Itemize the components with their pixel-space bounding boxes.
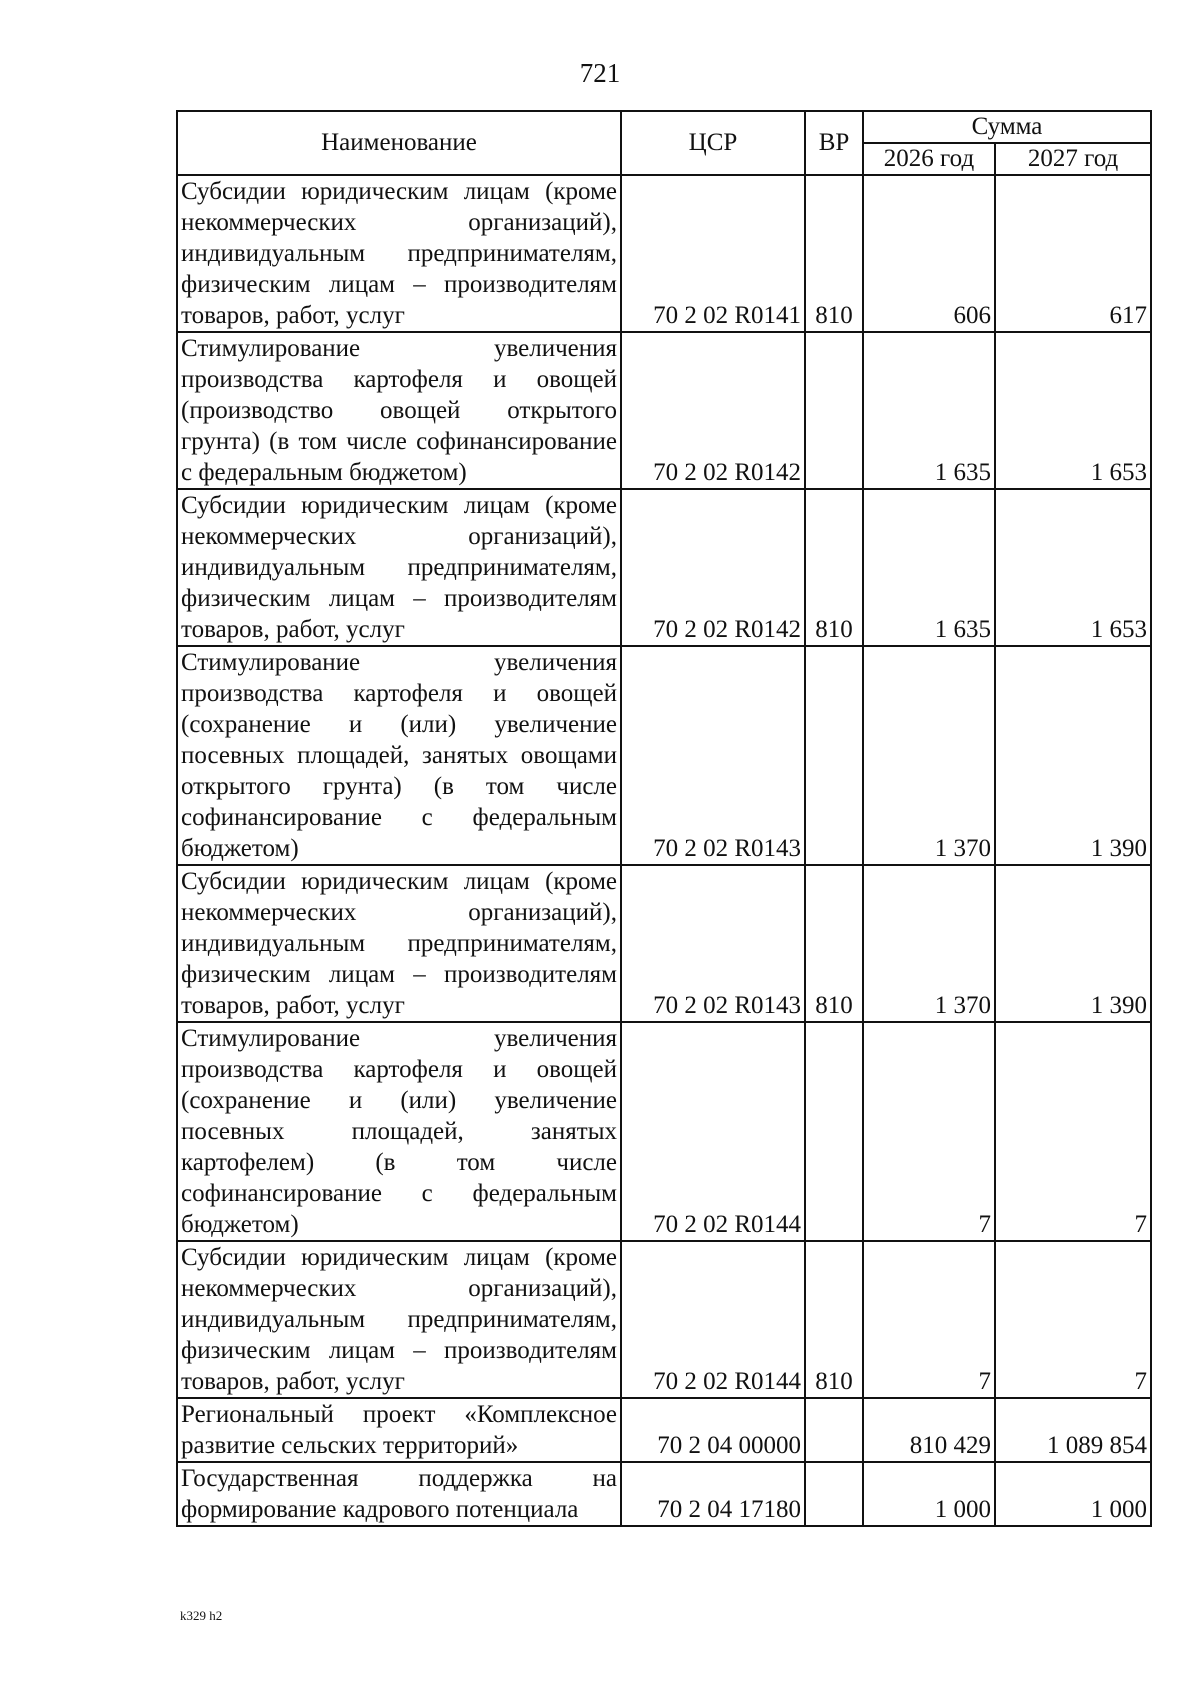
row-sum-2026: 1 370 [863,865,995,1022]
table-row [177,489,1151,646]
row-sum-2027: 1 000 [995,1462,1151,1526]
table-row [177,1022,1151,1241]
row-vr [805,1398,863,1462]
row-csr: 70 2 02 R0142 [621,332,805,489]
header-sum: Сумма [863,111,1151,143]
budget-table [176,110,1152,1527]
table-row [177,332,1151,489]
row-csr: 70 2 02 R0143 [621,865,805,1022]
row-csr: 70 2 02 R0142 [621,489,805,646]
row-name: Субсидии юридическим лицам (кроме некоммерческих организаций), индивидуальным предпринимателям, физическим лицам – производителям товаров, работ, услуг [177,489,621,646]
header-year-2026: 2026 год [863,143,995,175]
row-name: Государственная поддержка на формирование кадрового потенциала [177,1462,621,1526]
row-sum-2027: 1 653 [995,332,1151,489]
row-csr: 70 2 04 00000 [621,1398,805,1462]
row-sum-2027: 1 653 [995,489,1151,646]
row-sum-2026: 1 635 [863,332,995,489]
row-vr [805,646,863,865]
header-year-2027: 2027 год [995,143,1151,175]
row-vr: 810 [805,1241,863,1398]
row-name: Стимулирование увеличения производства картофеля и овощей (сохранение и (или) увеличение посевных площадей, занятых картофелем) (в том числе софинансирование с федеральным бюджетом) [177,1022,621,1241]
row-name: Стимулирование увеличения производства картофеля и овощей (производство овощей открытого грунта) (в том числе софинансирование с федеральным бюджетом) [177,332,621,489]
header-csr: ЦСР [621,111,805,175]
row-vr [805,332,863,489]
row-csr: 70 2 02 R0144 [621,1241,805,1398]
table-row [177,865,1151,1022]
row-csr: 70 2 04 17180 [621,1462,805,1526]
row-sum-2027: 1 390 [995,646,1151,865]
header-name: Наименование [177,111,621,175]
table-row [177,1462,1151,1526]
row-sum-2027: 1 390 [995,865,1151,1022]
row-vr [805,1462,863,1526]
row-sum-2026: 606 [863,175,995,332]
table-row [177,1398,1151,1462]
row-name: Субсидии юридическим лицам (кроме некоммерческих организаций), индивидуальным предпринимателям, физическим лицам – производителям товаров, работ, услуг [177,1241,621,1398]
page-number: 721 [579,58,621,88]
footer-code: k329 h2 [180,1608,223,1623]
row-sum-2027: 7 [995,1241,1151,1398]
row-name: Субсидии юридическим лицам (кроме некоммерческих организаций), индивидуальным предпринимателям, физическим лицам – производителям товаров, работ, услуг [177,175,621,332]
row-sum-2026: 1 635 [863,489,995,646]
table-row [177,175,1151,332]
table-row [177,646,1151,865]
row-sum-2026: 1 370 [863,646,995,865]
row-vr: 810 [805,865,863,1022]
row-vr [805,1022,863,1241]
row-sum-2027: 1 089 854 [995,1398,1151,1462]
row-vr: 810 [805,489,863,646]
row-sum-2026: 7 [863,1022,995,1241]
row-sum-2027: 617 [995,175,1151,332]
table-row [177,1241,1151,1398]
row-sum-2026: 7 [863,1241,995,1398]
row-name: Стимулирование увеличения производства картофеля и овощей (сохранение и (или) увеличение посевных площадей, занятых овощами открытого грунта) (в том числе софинансирование с федеральным бюджетом) [177,646,621,865]
row-sum-2026: 810 429 [863,1398,995,1462]
row-sum-2027: 7 [995,1022,1151,1241]
row-csr: 70 2 02 R0144 [621,1022,805,1241]
row-sum-2026: 1 000 [863,1462,995,1526]
row-name: Региональный проект «Комплексное развитие сельских территорий» [177,1398,621,1462]
header-vr: ВР [805,111,863,175]
row-csr: 70 2 02 R0141 [621,175,805,332]
row-csr: 70 2 02 R0143 [621,646,805,865]
row-vr: 810 [805,175,863,332]
row-name: Субсидии юридическим лицам (кроме некоммерческих организаций), индивидуальным предпринимателям, физическим лицам – производителям товаров, работ, услуг [177,865,621,1022]
